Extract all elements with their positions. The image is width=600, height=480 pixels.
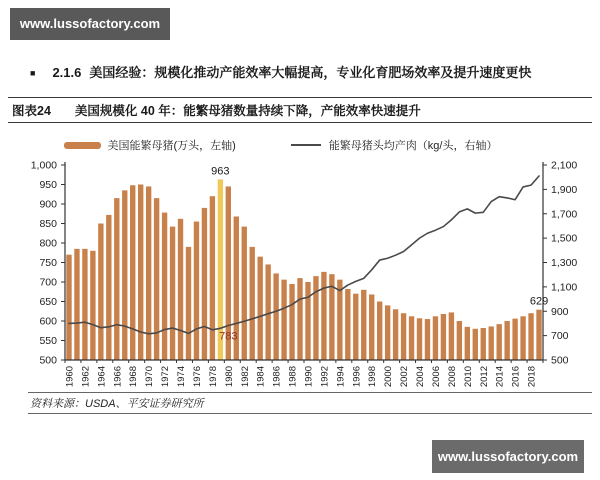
bar-2014 — [497, 324, 502, 360]
left-axis-tick-label: 850 — [39, 218, 57, 230]
x-axis-tick-label: 1964 — [96, 366, 108, 388]
x-axis-tick-label: 2008 — [446, 366, 458, 388]
annotation-963: 963 — [211, 165, 230, 178]
bar-1998 — [369, 294, 374, 360]
bar-1973 — [170, 227, 175, 360]
annotation-783: 783 — [219, 330, 238, 343]
bar-2012 — [481, 328, 486, 360]
x-axis-tick-label: 1992 — [319, 366, 331, 388]
x-axis-tick-label: 2000 — [383, 366, 395, 388]
x-axis-tick-label: 1982 — [239, 366, 251, 388]
bar-1966 — [114, 198, 119, 360]
left-axis-tick-label: 650 — [39, 296, 57, 308]
bar-2005 — [425, 319, 430, 360]
line-swatch-icon — [291, 144, 321, 146]
bar-1982 — [242, 227, 247, 360]
right-axis-tick-label: 1,500 — [551, 232, 578, 245]
left-axis-tick-label: 1,000 — [30, 159, 57, 172]
bar-1974 — [178, 219, 183, 360]
bar-2010 — [465, 327, 470, 360]
left-axis-tick-label: 950 — [39, 179, 57, 191]
source-note: 资料来源：USDA、平安证券研究所 — [28, 392, 592, 414]
annotation-629: 629 — [529, 295, 549, 308]
bar-1996 — [353, 294, 358, 360]
x-axis-tick-label: 2002 — [399, 366, 411, 388]
bar-1972 — [162, 213, 167, 360]
bar-1999 — [377, 302, 382, 361]
bar-2016 — [512, 319, 517, 360]
section-heading-text: 美国经验：规模化推动产能效率大幅提高，专业化育肥场效率及提升速度更快 — [89, 65, 532, 80]
x-axis-tick-label: 2012 — [478, 366, 490, 388]
bar-1997 — [361, 290, 366, 360]
right-axis-tick-label: 1,300 — [551, 257, 578, 269]
bar-1961 — [74, 249, 79, 360]
figure-title-bar — [8, 97, 592, 123]
figure-label: 图表24 — [12, 104, 51, 118]
left-axis-tick-label: 600 — [39, 315, 57, 328]
bar-1976 — [194, 222, 199, 360]
right-axis-tick-label: 1,900 — [551, 183, 578, 196]
x-axis-tick-label: 1986 — [271, 366, 283, 388]
bar-1986 — [273, 273, 278, 360]
bar-1963 — [90, 251, 95, 360]
right-axis-tick-label: 700 — [551, 330, 569, 343]
x-axis-tick-label: 2018 — [526, 366, 538, 388]
section-heading — [30, 62, 590, 81]
bar-1989 — [297, 278, 302, 360]
bar-1991 — [313, 276, 318, 360]
bar-2018 — [528, 313, 533, 360]
x-axis-tick-label: 1990 — [303, 366, 315, 388]
x-axis-tick-label: 2010 — [462, 366, 474, 388]
bar-1962 — [82, 249, 87, 360]
bar-1969 — [138, 185, 143, 361]
bar-1975 — [186, 247, 191, 360]
right-axis-tick-label: 2,100 — [551, 159, 578, 172]
x-axis-tick-label: 1998 — [367, 366, 379, 388]
bar-1987 — [281, 280, 286, 360]
right-axis-tick-label: 1,100 — [551, 281, 578, 294]
bar-1985 — [265, 264, 270, 360]
watermark-bottom-text: www.lussofactory.com — [437, 449, 579, 464]
bar-1994 — [337, 280, 342, 360]
bar-1983 — [250, 247, 255, 360]
bar-2004 — [417, 318, 422, 360]
x-axis-tick-label: 2016 — [510, 366, 522, 388]
left-axis-tick-label: 550 — [39, 335, 57, 347]
sow-inventory-chart — [0, 150, 600, 393]
legend-bars-label: 美国能繁母猪(万头，左轴) — [107, 140, 236, 152]
bar-2013 — [489, 326, 494, 360]
x-axis-tick-label: 2006 — [430, 366, 442, 388]
bar-1978 — [210, 196, 215, 360]
x-axis-tick-label: 1980 — [223, 366, 235, 388]
bar-2000 — [385, 305, 390, 360]
bar-1992 — [321, 272, 326, 360]
x-axis-tick-label: 1966 — [112, 366, 124, 388]
bar-1990 — [305, 282, 310, 360]
x-axis-tick-label: 1994 — [335, 366, 347, 388]
watermark-badge-top — [10, 8, 170, 40]
x-axis-tick-label: 1972 — [160, 366, 172, 388]
left-axis-tick-label: 900 — [39, 198, 57, 211]
bar-1965 — [106, 215, 111, 360]
x-axis-tick-label: 1974 — [176, 366, 188, 388]
left-axis-tick-label: 500 — [39, 354, 57, 367]
bar-swatch-icon — [64, 142, 101, 149]
bar-2008 — [449, 312, 454, 360]
bar-2007 — [441, 314, 446, 360]
bar-1971 — [154, 198, 159, 360]
bar-2015 — [504, 321, 509, 360]
bar-2003 — [409, 316, 414, 360]
bar-1967 — [122, 190, 127, 360]
x-axis-tick-label: 1996 — [351, 366, 363, 388]
watermark-top-text: www.lussofactory.com — [19, 16, 161, 31]
bar-2002 — [401, 313, 406, 360]
x-axis-tick-label: 2014 — [494, 366, 506, 388]
bar-1968 — [130, 185, 135, 360]
figure-title-text: 美国规模化 40 年：能繁母猪数量持续下降，产能效率快速提升 — [74, 104, 421, 118]
bar-2017 — [520, 316, 525, 360]
x-axis-tick-label: 1970 — [144, 366, 156, 388]
bar-2011 — [473, 329, 478, 360]
bar-2009 — [457, 321, 462, 360]
bar-1988 — [289, 284, 294, 360]
x-axis-tick-label: 1988 — [287, 366, 299, 388]
left-axis-tick-label: 750 — [39, 257, 57, 269]
bar-1960 — [66, 255, 71, 360]
x-axis-tick-label: 1978 — [207, 366, 219, 388]
x-axis-tick-label: 2004 — [415, 366, 427, 388]
legend-line-label: 能繁母猪头均产肉（kg/头，右轴） — [328, 140, 498, 152]
bar-2019 — [536, 310, 541, 360]
section-number: 2.1.6 — [52, 65, 82, 80]
watermark-badge-bottom — [432, 440, 584, 473]
bar-1977 — [202, 208, 207, 360]
right-axis-tick-label: 500 — [551, 354, 569, 367]
x-axis-tick-label: 1976 — [191, 366, 203, 388]
bar-2006 — [433, 316, 438, 360]
right-axis-tick-label: 900 — [551, 305, 569, 318]
bar-2001 — [393, 309, 398, 360]
left-axis-tick-label: 700 — [39, 276, 57, 289]
right-axis-tick-label: 1,700 — [551, 208, 578, 221]
x-axis-tick-label: 1960 — [64, 366, 76, 388]
bar-1984 — [258, 257, 263, 360]
left-axis-tick-label: 800 — [39, 237, 57, 250]
bar-1964 — [98, 224, 103, 361]
x-axis-tick-label: 1962 — [80, 366, 92, 388]
bullet-square-icon: ■ — [30, 68, 36, 78]
bar-1995 — [345, 289, 350, 360]
x-axis-tick-label: 1968 — [128, 366, 140, 388]
x-axis-tick-label: 1984 — [255, 366, 267, 388]
